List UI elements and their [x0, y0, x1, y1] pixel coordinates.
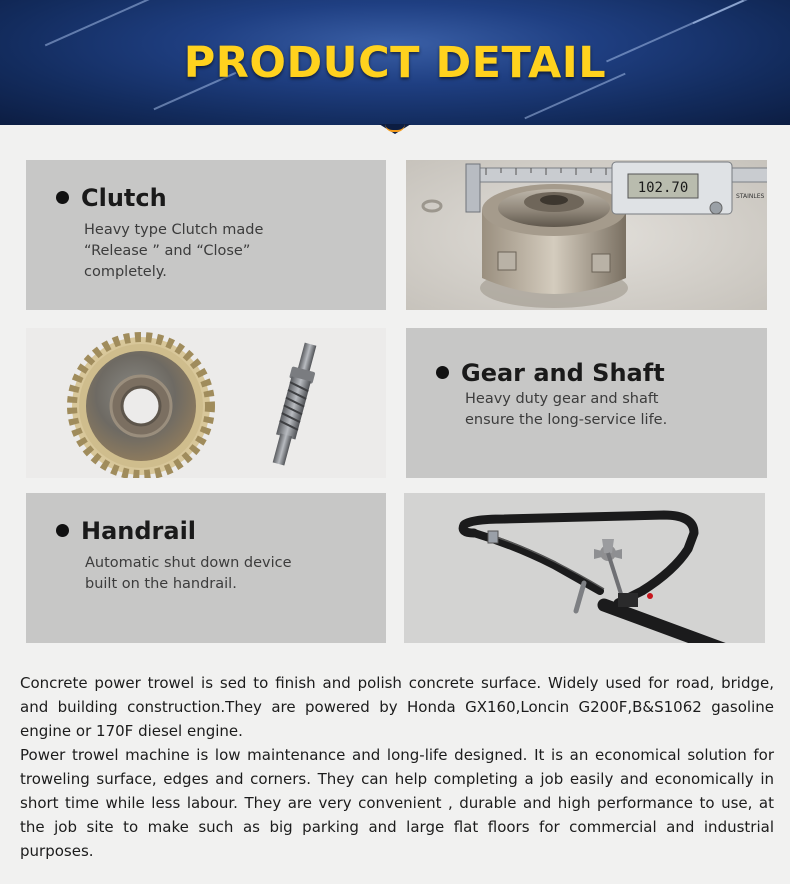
feature-title-clutch: [56, 184, 167, 212]
description-paragraph: Concrete power trowel is sed to finish and polish concrete surface. Widely used for road, bridge, and building construction.They are powered by Honda GX160,Loncin G200F,B&S1062 gasoline engine or 170F diesel engine.: [20, 674, 774, 740]
handrail-illustration: [404, 493, 765, 643]
feature-description-handrail: Automatic shut down device built on the handrail.: [85, 555, 292, 592]
bullet-icon: [56, 524, 69, 537]
feature-panel-gear-shaft: [406, 328, 767, 478]
feature-title-handrail: [56, 517, 196, 545]
bullet-icon: [436, 366, 449, 379]
gear-shaft-illustration: [26, 328, 386, 478]
feature-title-text: Clutch: [81, 184, 167, 212]
header-banner: [0, 0, 790, 125]
caliper-reading: 102.70: [637, 180, 689, 196]
page-title: PRODUCT DETAIL: [183, 38, 607, 88]
caliper-ruler-text: STAINLES: [736, 193, 765, 200]
description-paragraph: Power trowel machine is low maintenance and long-life designed. It is an economical solution for troweling surface, edges and corners. They can help completing a job easily and economically in short time while less labour. They are very convenient , durable and high performance to use, at the job site to make such as big parking and large flat floors for commercial and industrial purposes.: [20, 746, 774, 860]
feature-title-text: Handrail: [81, 517, 197, 545]
clutch-photo: [406, 160, 767, 310]
feature-title-gear-shaft: [436, 359, 665, 387]
feature-title-text: Gear and Shaft: [461, 359, 665, 387]
feature-description-gear-shaft: Heavy duty gear and shaft ensure the long-service life.: [465, 391, 668, 428]
banner-streak: [693, 0, 758, 24]
bullet-icon: [56, 191, 69, 204]
feature-panel-handrail: [26, 493, 386, 643]
gear-shaft-photo: [26, 328, 386, 478]
handrail-photo: [404, 493, 765, 643]
feature-description-clutch: Heavy type Clutch made “Release ” and “Close” completely.: [84, 222, 264, 280]
clutch-illustration: [406, 160, 767, 310]
feature-panel-clutch: [26, 160, 386, 310]
product-description: [20, 671, 774, 863]
